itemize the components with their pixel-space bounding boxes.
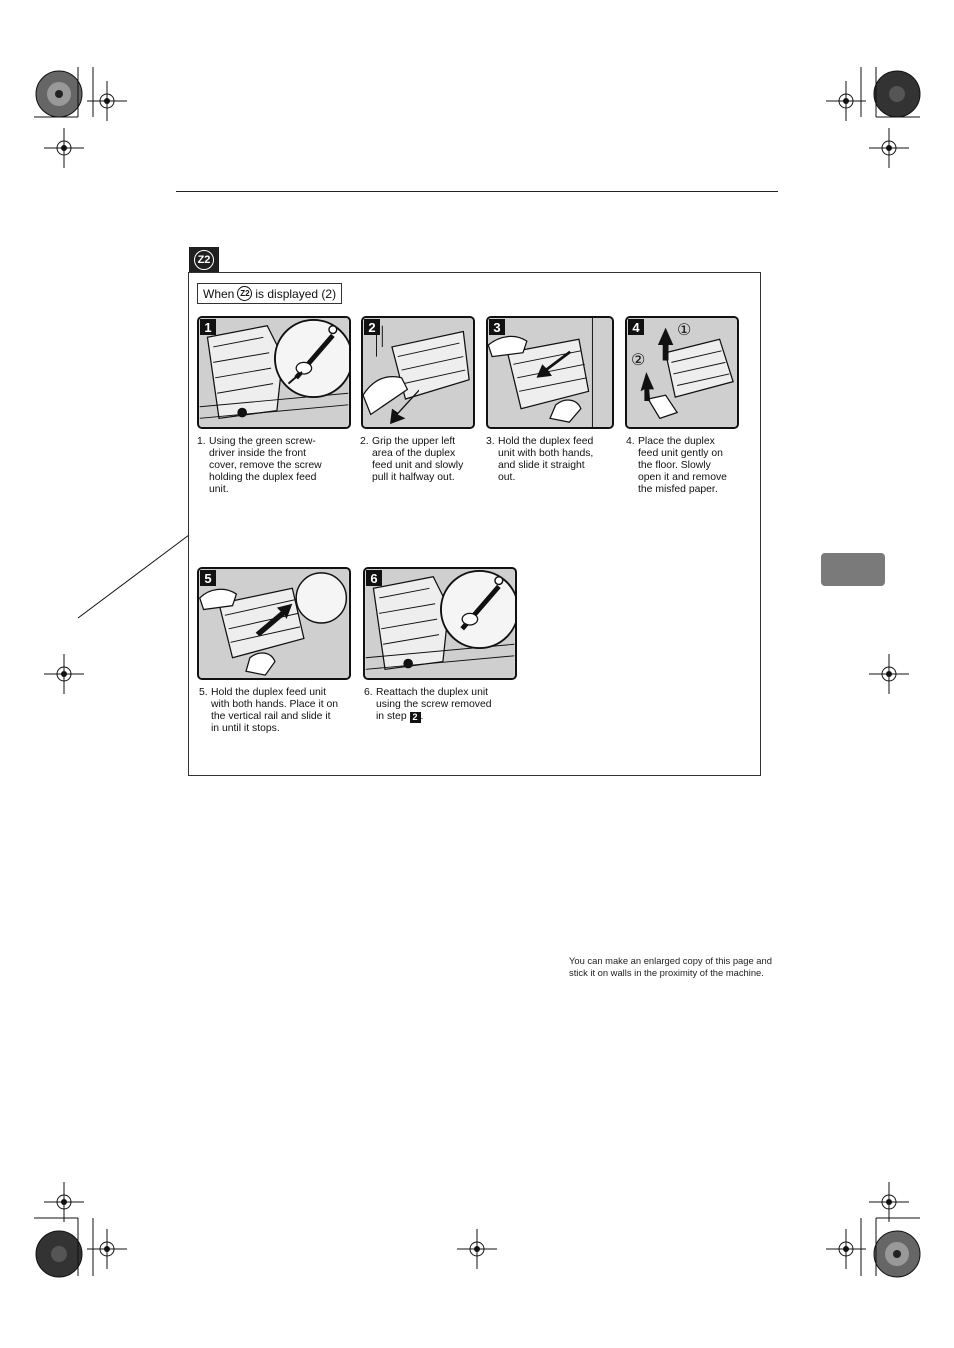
step-1-number: 1 (200, 319, 216, 335)
step-6-illustration (363, 567, 517, 680)
step-6-caption-body (376, 687, 514, 723)
header-rule (176, 191, 778, 192)
step-4-marker-2: ② (631, 352, 646, 369)
step-3-caption-number: 3. (486, 436, 495, 447)
panel-heading (197, 283, 342, 304)
step-4-illustration (625, 316, 739, 429)
step-2-caption (360, 436, 480, 484)
step-6-number: 6 (366, 570, 382, 586)
step-5-caption (199, 687, 359, 735)
step-4-number: 4 (628, 319, 644, 335)
step-2-caption-text: Grip the upper left area of the duplex feed unit and slowly pull it halfway out. (372, 436, 464, 483)
step-6-caption-text: Reattach the duplex unit using the screw removed in step (376, 687, 492, 722)
step-6-caption (364, 687, 514, 723)
step-5-number: 5 (200, 570, 216, 586)
step-6-caption-end: . (420, 711, 424, 722)
chapter-thumb-tab (821, 553, 885, 586)
heading-prefix: When (203, 286, 235, 301)
step-6-reference-badge: 2 (410, 712, 421, 723)
step-6-caption-number: 6. (364, 687, 373, 698)
heading-symbol: Z2 (237, 286, 252, 301)
step-3-caption (486, 436, 616, 484)
step-1-caption (197, 436, 351, 496)
step-3-illustration (486, 316, 614, 429)
step-2-caption-number: 2. (360, 436, 369, 447)
step-2-number: 2 (364, 319, 380, 335)
step-2-illustration (361, 316, 475, 429)
heading-suffix: is displayed (2) (255, 286, 337, 301)
step-3-number: 3 (489, 319, 505, 335)
error-code-symbol: Z2 (194, 250, 214, 270)
step-1-caption-number: 1. (197, 436, 206, 447)
step-4-caption-text: Place the duplex feed unit gently on the floor. Slowly open it and remove the misfed paper. (638, 436, 727, 495)
step-5-illustration (197, 567, 351, 680)
step-3-caption-text: Hold the duplex feed unit with both hands, and slide it straight out. (498, 436, 594, 483)
enlarge-copy-note: You can make an enlarged copy of this page and stick it on walls in the proximity of the machine. (569, 955, 772, 978)
error-code-badge (189, 247, 219, 273)
step-5-caption-text: Hold the duplex feed unit with both hands. Place it on the vertical rail and slide it in until it stops. (211, 687, 339, 734)
step-1-caption-text: Using the green screw- driver inside the front cover, remove the screw holding the duplex feed unit. (209, 436, 322, 495)
step-4-caption-number: 4. (626, 436, 635, 447)
step-4-caption (626, 436, 751, 496)
step-5-caption-number: 5. (199, 687, 208, 698)
step-4-marker-1: ① (677, 322, 692, 339)
step-1-illustration (197, 316, 351, 429)
